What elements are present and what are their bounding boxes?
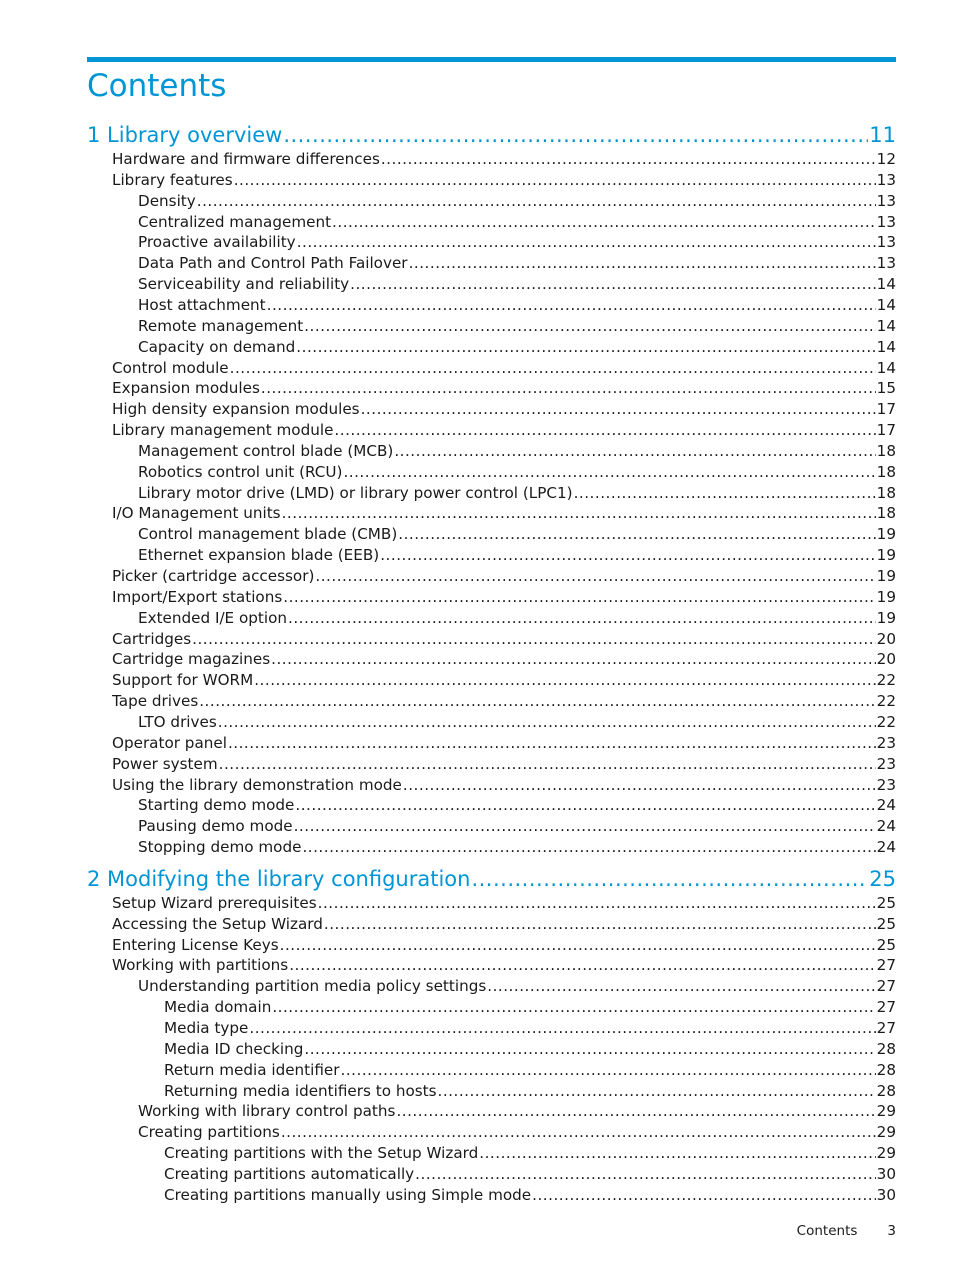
toc-entry-label: Control module [112, 358, 229, 377]
page-footer [797, 1223, 896, 1239]
dot-leader [574, 483, 876, 503]
toc-chapter-entry[interactable] [87, 122, 896, 148]
toc-entry-label: Host attachment [138, 295, 266, 314]
toc-entry-label: Capacity on demand [138, 337, 296, 356]
toc-entry[interactable] [112, 420, 896, 440]
dot-leader [234, 170, 876, 190]
toc-entry[interactable] [138, 545, 896, 565]
toc-entry[interactable] [138, 295, 896, 315]
toc-entry-page: 12 [876, 150, 896, 168]
dot-leader [302, 837, 875, 857]
toc-entry-page: 19 [876, 587, 896, 606]
header-rule [87, 57, 896, 62]
dot-leader [297, 232, 876, 252]
dot-leader [324, 914, 876, 934]
toc-entry-label: Using the library demonstration mode [112, 775, 402, 794]
toc-entry-page: 29 [876, 1102, 896, 1121]
toc-entry-label: 2 Modifying the library configuration [87, 866, 471, 891]
dot-leader [281, 1122, 876, 1142]
toc-entry-page: 27 [876, 998, 896, 1017]
dot-leader [332, 212, 876, 232]
toc-entry-label: Stopping demo mode [138, 838, 302, 857]
toc-entry[interactable] [164, 1143, 896, 1163]
dot-leader [315, 566, 875, 586]
toc-entry-page: 23 [876, 754, 896, 773]
toc-entry-label: Serviceability and reliability [138, 275, 350, 294]
toc-entry-page: 20 [876, 629, 896, 648]
toc-entry-label: Media ID checking [164, 1039, 304, 1058]
dot-leader [294, 816, 876, 836]
dot-leader [304, 1039, 875, 1059]
toc-entry-page: 13 [876, 212, 896, 231]
toc-entry-page: 17 [876, 400, 896, 419]
toc-entry-label: Return media identifier [164, 1060, 340, 1079]
toc-entry-page: 14 [876, 337, 896, 356]
toc-entry-label: Management control blade (MCB) [138, 441, 394, 460]
toc-entry[interactable] [112, 775, 896, 795]
toc-entry-label: Starting demo mode [138, 796, 295, 815]
toc-entry-label: Pausing demo mode [138, 817, 293, 836]
toc-entry[interactable] [138, 608, 896, 628]
toc-entry-page: 13 [876, 191, 896, 210]
toc-entry[interactable] [112, 587, 896, 607]
dot-leader [304, 316, 876, 336]
toc-entry[interactable] [138, 816, 896, 836]
toc-entry-page: 14 [876, 275, 896, 294]
toc-entry[interactable] [112, 503, 896, 523]
toc-entry-page: 18 [876, 504, 896, 523]
toc-entry-page: 29 [876, 1123, 896, 1142]
toc-entry[interactable] [138, 712, 896, 732]
toc-entry-page: 25 [876, 893, 896, 912]
dot-leader [361, 399, 876, 419]
toc-entry-page: 19 [876, 608, 896, 627]
toc-entry[interactable] [164, 1018, 896, 1038]
toc-entry-label: Cartridges [112, 629, 192, 648]
toc-entry-page: 19 [876, 567, 896, 585]
toc-entry-label: Control management blade (CMB) [138, 525, 398, 544]
toc-entry-label: Support for WORM [112, 671, 254, 690]
toc-entry-page: 22 [876, 671, 896, 690]
toc-entry[interactable] [112, 649, 896, 669]
toc-entry-page: 27 [876, 956, 896, 975]
toc-entry-label: Data Path and Control Path Failover [138, 254, 408, 273]
toc-entry-label: Working with library control paths [138, 1102, 396, 1121]
toc-entry[interactable] [138, 524, 896, 544]
toc-entry-page: 30 [876, 1164, 896, 1183]
toc-entry[interactable] [112, 935, 896, 955]
toc-entry[interactable] [138, 1122, 896, 1142]
dot-leader [199, 691, 875, 711]
toc-entry-page: 25 [876, 935, 896, 954]
toc-entry[interactable] [112, 893, 896, 913]
toc-entry-label: Accessing the Setup Wizard [112, 914, 323, 933]
toc-entry[interactable] [112, 754, 896, 774]
dot-leader [532, 1185, 876, 1205]
toc-entry-page: 14 [876, 295, 896, 314]
toc-entry-label: Returning media identifiers to hosts [164, 1081, 437, 1100]
dot-leader [218, 712, 876, 732]
toc-entry[interactable] [138, 976, 896, 996]
toc-entry[interactable] [112, 170, 896, 190]
toc-entry-page: 13 [876, 254, 896, 273]
dot-leader [334, 420, 875, 440]
dot-leader [289, 955, 875, 975]
toc-entry[interactable] [112, 149, 896, 169]
toc-entry-label: Working with partitions [112, 956, 289, 975]
toc-entry-page: 22 [876, 712, 896, 731]
toc-entry-page: 28 [876, 1081, 896, 1100]
dot-leader [396, 1101, 875, 1121]
dot-leader [282, 503, 876, 523]
toc-entry-page: 28 [876, 1039, 896, 1058]
toc-entry-page: 13 [876, 233, 896, 252]
dot-leader [283, 122, 868, 148]
toc-entry-page: 27 [876, 977, 896, 996]
dot-leader [219, 754, 876, 774]
toc-entry-page: 28 [876, 1060, 896, 1079]
dot-leader [343, 462, 875, 482]
toc-entry[interactable] [112, 914, 896, 934]
dot-leader [479, 1143, 875, 1163]
dot-leader [230, 358, 876, 378]
dot-leader [415, 1164, 876, 1184]
toc-entry-page: 20 [876, 650, 896, 669]
toc-entry-label: Setup Wizard prerequisites [112, 893, 317, 912]
toc-entry-page: 18 [876, 462, 896, 481]
toc-entry-label: Creating partitions with the Setup Wizard [164, 1144, 479, 1163]
dot-leader [271, 649, 876, 669]
toc-entry-label: Creating partitions [138, 1123, 280, 1142]
dot-leader [380, 545, 875, 565]
toc-entry-label: Creating partitions manually using Simple mode [164, 1185, 532, 1204]
toc-entry-page: 24 [876, 796, 896, 815]
toc-entry[interactable] [112, 566, 896, 586]
dot-leader [192, 629, 876, 649]
dot-leader [318, 893, 876, 913]
toc-entry-label: Media type [164, 1019, 249, 1037]
toc-entry[interactable] [138, 795, 896, 815]
toc-entry[interactable] [138, 191, 896, 211]
toc-entry-label: Remote management [138, 316, 304, 335]
toc-entry[interactable] [164, 1081, 896, 1101]
toc-entry-label: Library management module [112, 421, 334, 440]
dot-leader [381, 149, 876, 169]
toc-entry[interactable] [112, 733, 896, 753]
toc-entry[interactable] [138, 212, 896, 232]
dot-leader [254, 670, 875, 690]
toc-entry-page: 14 [876, 358, 896, 377]
toc-chapter-entry[interactable] [87, 866, 896, 892]
toc-entry[interactable] [138, 483, 896, 503]
footer-page-number: 3 [887, 1223, 896, 1239]
toc-entry-label: Expansion modules [112, 379, 260, 398]
toc-entry-label: Density [138, 191, 196, 210]
toc-entry-label: Creating partitions automatically [164, 1164, 415, 1183]
toc-entry[interactable] [138, 253, 896, 273]
dot-leader [228, 733, 876, 753]
toc-entry-page: 18 [876, 441, 896, 460]
toc-entry-label: Hardware and firmware differences [112, 150, 380, 168]
toc-entry[interactable] [164, 1060, 896, 1080]
toc-entry-page: 29 [876, 1144, 896, 1163]
dot-leader [487, 976, 875, 996]
toc-entry[interactable] [138, 232, 896, 252]
toc-entry-page: 18 [876, 483, 896, 502]
toc-entry[interactable] [164, 997, 896, 1017]
toc-entry-label: Understanding partition media policy settings [138, 977, 487, 996]
toc-entry-page: 17 [876, 421, 896, 440]
toc-entry-label: Power system [112, 754, 218, 773]
toc-entry[interactable] [112, 399, 896, 419]
toc-entry-page: 27 [876, 1019, 896, 1037]
dot-leader [438, 1081, 876, 1101]
toc-entry-page: 15 [876, 379, 896, 398]
dot-leader [471, 866, 868, 892]
toc-entry-page: 30 [876, 1185, 896, 1204]
toc-entry[interactable] [138, 837, 896, 857]
toc-entry-page: 19 [876, 525, 896, 544]
dot-leader [267, 295, 876, 315]
toc-entry-page: 13 [876, 170, 896, 189]
toc-entry[interactable] [112, 691, 896, 711]
dot-leader [261, 378, 876, 398]
dot-leader [197, 191, 876, 211]
dot-leader [288, 608, 876, 628]
toc-entry[interactable] [164, 1039, 896, 1059]
toc-entry-label: Library features [112, 170, 233, 189]
toc-entry-label: Cartridge magazines [112, 650, 271, 669]
dot-leader [398, 524, 875, 544]
toc-entry[interactable] [112, 955, 896, 975]
toc-entry-label: Picker (cartridge accessor) [112, 567, 315, 585]
toc-entry[interactable] [164, 1164, 896, 1184]
toc-entry-page: 25 [869, 866, 896, 891]
footer-section: Contents [796, 1223, 858, 1239]
toc-entry-label: 1 Library overview [87, 123, 283, 147]
dot-leader [394, 441, 875, 461]
toc-entry-page: 23 [876, 775, 896, 794]
toc-entry-page: 24 [876, 838, 896, 857]
toc-entry[interactable] [164, 1185, 896, 1205]
toc-entry[interactable] [112, 378, 896, 398]
toc-entry-label: I/O Management units [112, 504, 281, 523]
dot-leader [296, 337, 875, 357]
toc-entry-label: Ethernet expansion blade (EEB) [138, 546, 380, 565]
toc-entry-page: 24 [876, 817, 896, 836]
page-title: Contents [87, 68, 227, 104]
toc-entry-label: Tape drives [112, 692, 199, 711]
toc-entry-label: Centralized management [138, 212, 332, 231]
toc-entry[interactable] [138, 274, 896, 294]
dot-leader [409, 253, 876, 273]
toc-entry-label: Import/Export stations [112, 587, 283, 606]
toc-entry-page: 25 [876, 914, 896, 933]
toc-entry-page: 14 [876, 316, 896, 335]
toc-entry[interactable] [112, 629, 896, 649]
toc-entry[interactable] [112, 670, 896, 690]
dot-leader [283, 587, 875, 607]
toc-entry-page: 19 [876, 546, 896, 565]
toc-entry-page: 11 [869, 123, 896, 147]
dot-leader [350, 274, 876, 294]
toc-entry[interactable] [138, 1101, 896, 1121]
toc-entry-label: Library motor drive (LMD) or library power control (LPC1) [138, 483, 573, 502]
toc-entry-label: LTO drives [138, 712, 217, 731]
dot-leader [403, 775, 876, 795]
toc-entry[interactable] [138, 337, 896, 357]
toc-entry-page: 22 [876, 692, 896, 711]
toc-entry[interactable] [138, 441, 896, 461]
dot-leader [280, 935, 876, 955]
toc-entry-label: Entering License Keys [112, 935, 279, 954]
dot-leader [295, 795, 875, 815]
toc-entry[interactable] [138, 316, 896, 336]
toc-entry-label: Extended I/E option [138, 608, 288, 627]
dot-leader [272, 997, 875, 1017]
dot-leader [341, 1060, 876, 1080]
toc-entry[interactable] [138, 462, 896, 482]
toc-entry-label: Proactive availability [138, 233, 296, 252]
toc-entry-label: Robotics control unit (RCU) [138, 462, 343, 481]
toc-entry[interactable] [112, 358, 896, 378]
dot-leader [249, 1018, 875, 1038]
toc-entry-label: High density expansion modules [112, 400, 360, 419]
toc-entry-label: Operator panel [112, 733, 227, 752]
toc-entry-page: 23 [876, 733, 896, 752]
toc-entry-label: Media domain [164, 998, 272, 1017]
